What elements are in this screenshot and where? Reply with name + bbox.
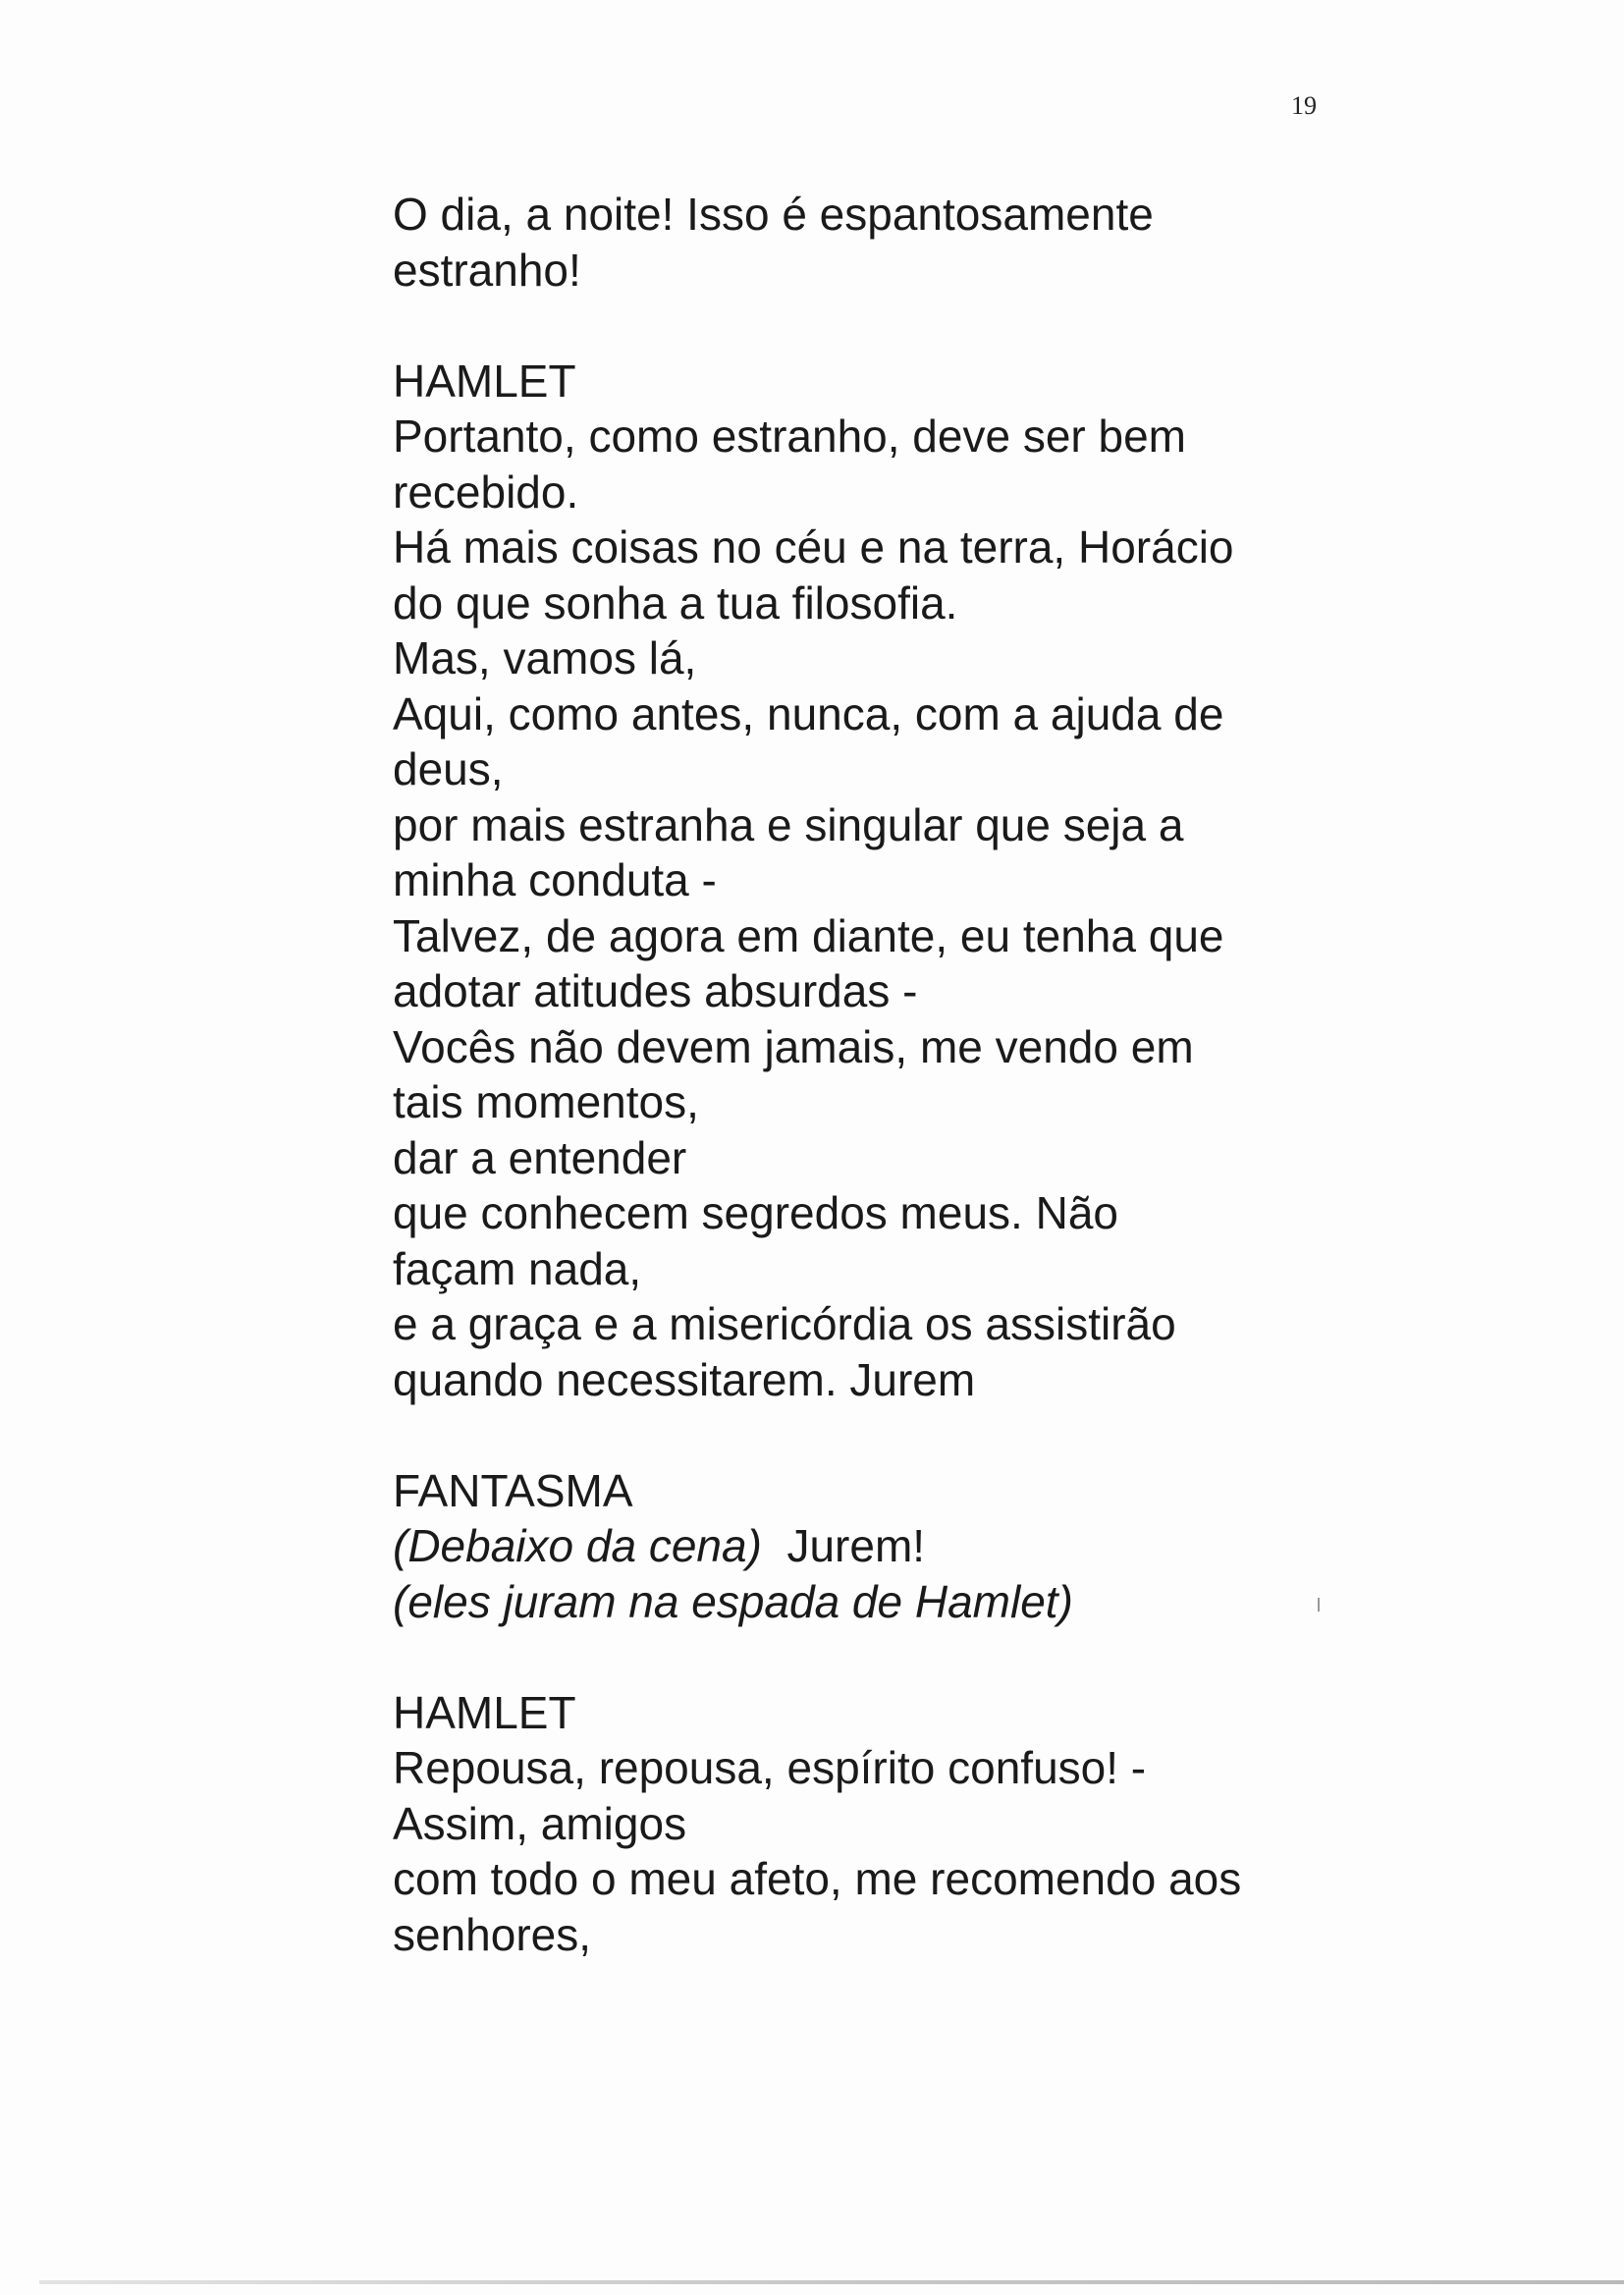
dialogue-line: e a graça e a misericórdia os assistirão (393, 1298, 1176, 1349)
dialogue-line: dar a entender (393, 1131, 687, 1183)
scan-mark (1318, 1598, 1320, 1612)
dialogue-line: com todo o meu afeto, me recomendo aos (393, 1853, 1242, 1904)
dialogue-line: quando necessitarem. Jurem (393, 1353, 976, 1405)
dialogue-line: por mais estranha e singular que seja a (393, 798, 1184, 850)
dialogue-line: Vocês não devem jamais, me vendo em (393, 1020, 1194, 1072)
dialogue-line: O dia, a noite! Isso é espantosamente (393, 189, 1154, 240)
dialogue-line: do que sonha a tua filosofia. (393, 576, 958, 628)
speaker-name: FANTASMA (393, 1464, 633, 1516)
dialogue-line: recebido. (393, 465, 579, 518)
dialogue-line: Mas, vamos lá, (393, 632, 697, 683)
speaker-name: HAMLET (393, 355, 576, 407)
scan-bottom-edge (39, 2280, 1624, 2284)
dialogue-line: Há mais coisas no céu e na terra, Horácio (393, 521, 1234, 573)
paragraph-gap (393, 1407, 1375, 1463)
paragraph-gap (393, 1629, 1375, 1685)
dialogue-line: deus, (393, 743, 504, 794)
dialogue-line: Aqui, como antes, nunca, com a ajuda de (393, 687, 1224, 739)
dialogue-line: Talvez, de agora em diante, eu tenha que (393, 909, 1224, 961)
page-number: 19 (1291, 91, 1317, 120)
dialogue-line: façam nada, (393, 1242, 642, 1294)
paragraph-gap (393, 298, 1375, 354)
stage-direction: (Debaixo da cena) (393, 1520, 762, 1571)
dialogue-line: minha conduta - (393, 854, 717, 905)
dialogue-line: Portanto, como estranho, deve ser bem (393, 410, 1186, 462)
play-text (393, 187, 1375, 1962)
dialogue-line: adotar atitudes absurdas - (393, 965, 918, 1016)
dialogue-line: Repousa, repousa, espírito confuso! - (393, 1742, 1147, 1793)
dialogue-line: que conhecem segredos meus. Não (393, 1187, 1118, 1238)
stage-direction: (eles juram na espada de Hamlet) (393, 1575, 1073, 1627)
dialogue-text: Jurem! (786, 1520, 926, 1571)
dialogue-line: estranho! (393, 244, 581, 296)
dialogue-line: Assim, amigos (393, 1797, 687, 1849)
dialogue-line (393, 1518, 1375, 1574)
dialogue-line: senhores, (393, 1908, 592, 1960)
speaker-name: HAMLET (393, 1686, 576, 1738)
dialogue-line: tais momentos, (393, 1076, 699, 1127)
